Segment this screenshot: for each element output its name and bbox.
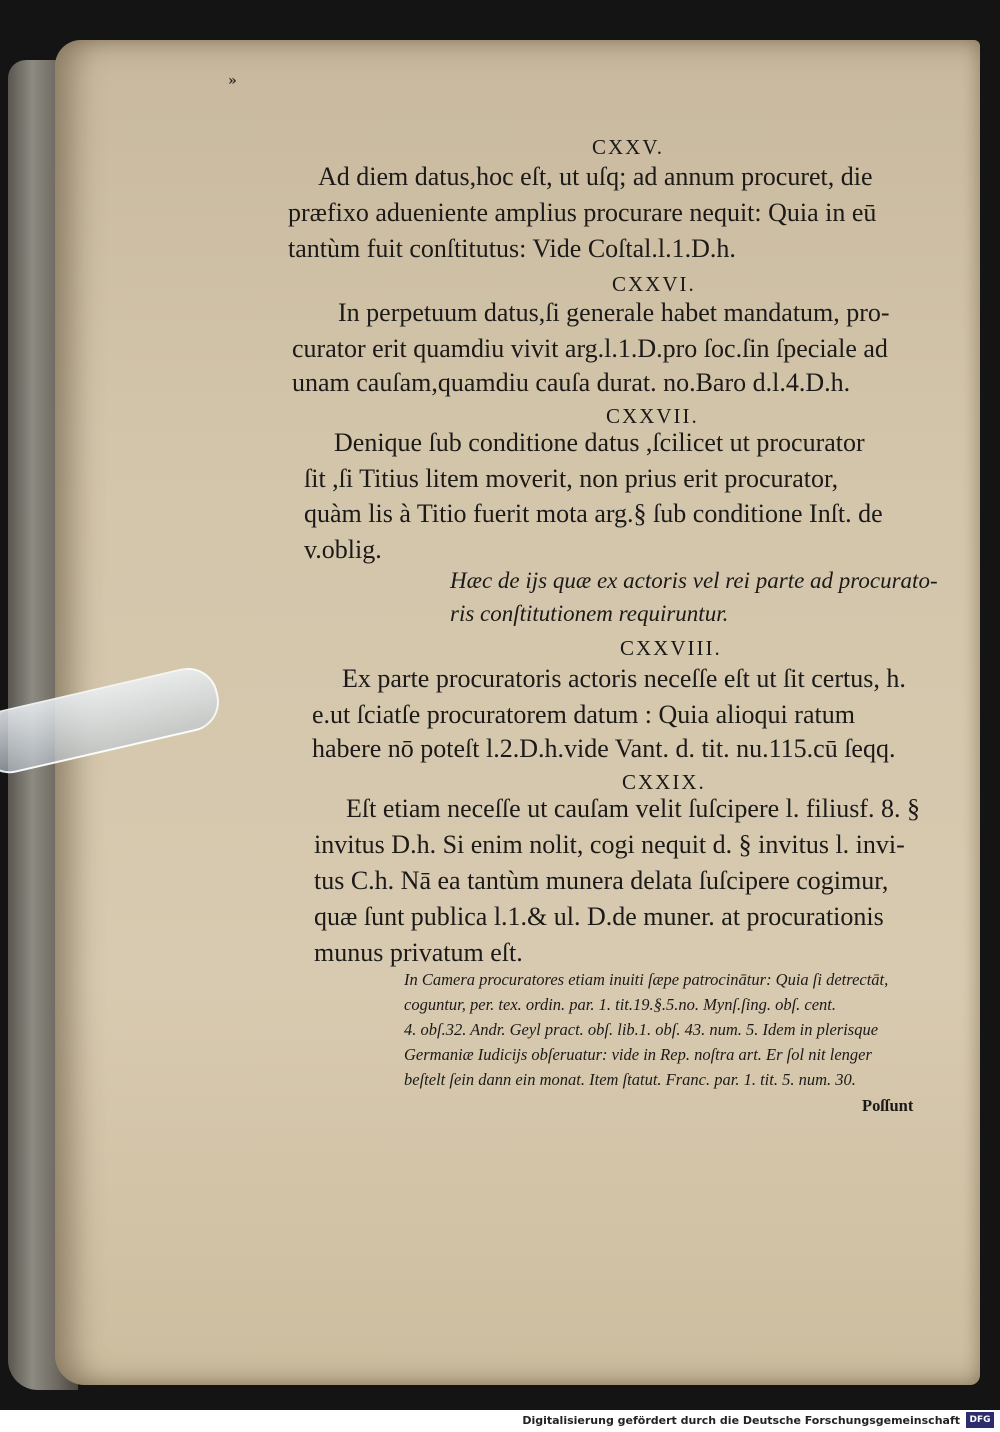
note-line: beſtelt ſein dann ein monat. Item ſtatut. Franc. par. 1. tit. 5. num. 30. <box>404 1070 856 1089</box>
text-line: munus privatum eſt. <box>314 938 523 967</box>
text-line: habere nō poteſt l.2.D.h.vide Vant. d. tit. nu.115.cū ſeqq. <box>312 734 896 763</box>
text-line: v.oblig. <box>304 535 382 564</box>
note-line: In Camera procuratores etiam inuiti ſæpe patrocinātur: Quia ſi detrectāt, <box>404 970 889 989</box>
text-line: tus C.h. Nā ea tantùm munera delata ſuſcipere cogimur, <box>314 866 889 895</box>
text-line: invitus D.h. Si enim nolit, cogi nequit d. § invitus l. invi- <box>314 830 905 859</box>
italic-line: Hæc de ijs quæ ex actoris vel rei parte ad procurato- <box>450 568 938 593</box>
note-line: 4. obſ.32. Andr. Geyl pract. obſ. lib.1. obſ. 43. num. 5. Idem in plerisque <box>404 1020 879 1039</box>
text-line: unam cauſam,quamdiu cauſa durat. no.Baro d.l.4.D.h. <box>292 368 851 397</box>
dfg-logo: DFG <box>966 1412 994 1428</box>
footer-bar <box>0 1410 1000 1432</box>
note-line: Germaniæ Iudicijs obſeruatur: vide in Rep. noſtra art. Er ſol nit lenger <box>404 1045 872 1064</box>
text-line: tantùm fuit conſtitutus: Vide Coſtal.l.1.D.h. <box>288 234 736 263</box>
text-line: præfixo adueniente amplius procurare nequit: Quia in eū <box>288 198 877 227</box>
section-number: CXXVIII. <box>620 636 722 660</box>
text-line: In perpetuum datus,ſi generale habet mandatum, pro- <box>338 298 890 327</box>
text-line: Ad diem datus,hoc eſt, ut uſq; ad annum procuret, die <box>318 162 873 191</box>
footer-text: Digitalisierung gefördert durch die Deutsche Forschungsgemeinschaft <box>522 1414 960 1427</box>
text-line: curator erit quamdiu vivit arg.l.1.D.pro ſoc.ſin ſpeciale ad <box>292 334 888 363</box>
text-line: Eſt etiam neceſſe ut cauſam velit ſuſcipere l. filiusf. 8. § <box>346 794 920 823</box>
text-line: ſit ,ſi Titius litem moverit, non prius erit procurator, <box>304 464 839 493</box>
section-number: CXXV. <box>592 135 665 159</box>
catchword: Poſſunt <box>862 1096 914 1115</box>
text-line: Denique ſub conditione datus ,ſcilicet ut procurator <box>334 428 865 457</box>
text-line: quæ ſunt publica l.1.& ul. D.de muner. at procurationis <box>314 902 884 931</box>
corner-mark: » <box>228 73 237 89</box>
text-line: e.ut ſciatſe procuratorem datum : Quia alioqui ratum <box>312 700 855 729</box>
note-line: coguntur, per. tex. ordin. par. 1. tit.19.§.5.no. Mynſ.ſing. obſ. cent. <box>404 995 837 1014</box>
text-line: Ex parte procuratoris actoris neceſſe eſt ut ſit certus, h. <box>342 664 906 693</box>
italic-line: ris conſtitutionem requiruntur. <box>450 601 729 626</box>
section-number: CXXVII. <box>606 404 699 428</box>
section-number: CXXVI. <box>612 272 696 296</box>
section-number: CXXIX. <box>622 770 706 794</box>
text-line: quàm lis à Titio fuerit mota arg.§ ſub conditione Inſt. de <box>304 499 883 528</box>
